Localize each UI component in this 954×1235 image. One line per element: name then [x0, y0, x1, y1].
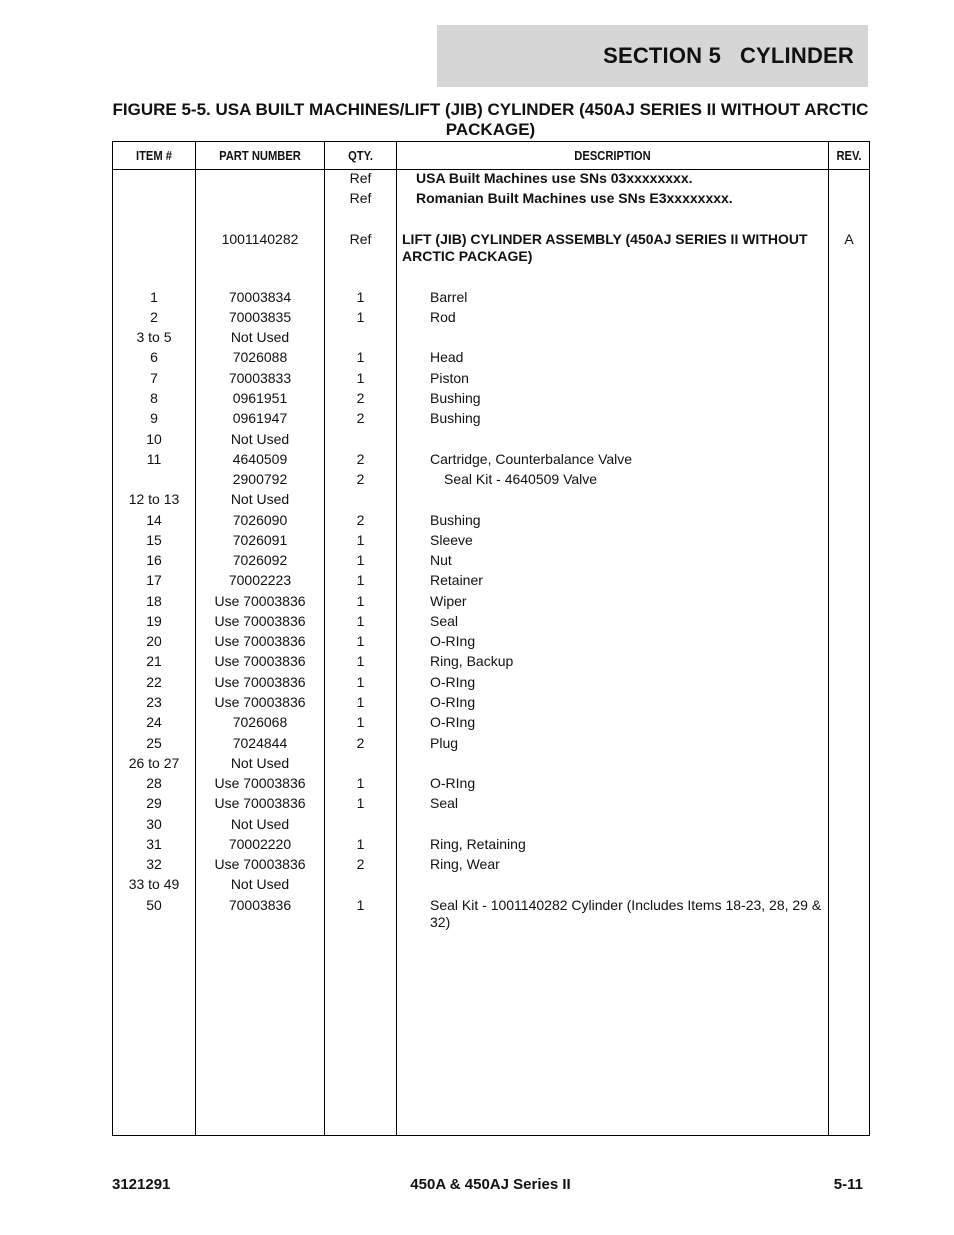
description-cell: Ring, Wear: [430, 856, 500, 872]
item-cell: 26 to 27: [128, 755, 180, 771]
column-header-rev: REV.: [836, 148, 862, 163]
description-cell: Bushing: [430, 390, 481, 406]
description-cell: Plug: [430, 735, 459, 751]
description-cell: O-RIng: [430, 775, 476, 791]
part-number-cell: 7026068: [232, 714, 288, 730]
description-cell: Bushing: [430, 410, 481, 426]
qty-cell: 2: [356, 390, 365, 406]
description-cell: USA Built Machines use SNs 03xxxxxxxx.: [416, 170, 693, 186]
figure-title: FIGURE 5-5. USA BUILT MACHINES/LIFT (JIB) CYLINDER (450AJ SERIES II WITHOUT ARCTIC PACKAGE): [112, 100, 869, 139]
part-number-cell: 7026091: [232, 532, 288, 548]
part-number-cell: Not Used: [230, 329, 290, 345]
part-number-cell: Not Used: [230, 755, 290, 771]
part-number-cell: Use 70003836: [214, 613, 306, 629]
part-number-cell: 7024844: [232, 735, 288, 751]
qty-cell: Ref: [349, 170, 372, 186]
qty-cell: 2: [356, 471, 365, 487]
part-number-cell: 70002223: [228, 572, 292, 588]
description-cell: Piston: [430, 370, 469, 386]
part-number-cell: 4640509: [232, 451, 288, 467]
section-title: SECTION 5 CYLINDER: [603, 43, 854, 68]
part-number-cell: Use 70003836: [214, 694, 306, 710]
part-number-cell: Not Used: [230, 491, 290, 507]
item-cell: 22: [146, 674, 162, 690]
item-cell: 7: [150, 370, 158, 386]
column-header-part-number: PART NUMBER: [219, 148, 301, 163]
item-cell: 2: [150, 309, 158, 325]
part-number-cell: Not Used: [230, 431, 290, 447]
description-cell: Seal: [430, 795, 459, 811]
item-cell: 3 to 5: [136, 329, 172, 345]
qty-cell: 1: [356, 633, 365, 649]
item-cell: 1: [150, 289, 158, 305]
qty-cell: 1: [356, 897, 365, 913]
description-cell: Head: [430, 349, 464, 365]
part-number-cell: 70003834: [228, 289, 292, 305]
part-number-cell: Use 70003836: [214, 593, 306, 609]
column-header-qty: QTY.: [348, 148, 373, 163]
qty-cell: 1: [356, 309, 365, 325]
qty-cell: 1: [356, 593, 365, 609]
item-cell: 17: [146, 572, 162, 588]
footer-page-number: 5-11: [833, 1176, 863, 1193]
part-number-cell: 2900792: [232, 471, 288, 487]
item-cell: 30: [146, 816, 162, 832]
description-cell: O-RIng: [430, 694, 476, 710]
item-cell: 50: [146, 897, 162, 913]
description-cell: Ring, Retaining: [430, 836, 526, 852]
part-number-cell: 0961947: [232, 410, 288, 426]
description-cell: Cartridge, Counterbalance Valve: [430, 451, 633, 467]
part-number-cell: Use 70003836: [214, 795, 306, 811]
description-cell: Sleeve: [430, 532, 473, 548]
part-number-cell: 70003835: [228, 309, 292, 325]
qty-cell: 2: [356, 410, 365, 426]
item-cell: 8: [150, 390, 158, 406]
qty-cell: 1: [356, 714, 365, 730]
item-cell: 23: [146, 694, 162, 710]
qty-cell: 1: [356, 775, 365, 791]
item-cell: 19: [146, 613, 162, 629]
item-cell: 31: [146, 836, 162, 852]
description-cell: Barrel: [430, 289, 468, 305]
part-number-cell: 1001140282: [221, 231, 299, 247]
section-header: [437, 25, 868, 87]
description-cell: O-RIng: [430, 714, 476, 730]
item-cell: 11: [146, 451, 162, 467]
part-number-cell: Not Used: [230, 876, 290, 892]
item-cell: 28: [146, 775, 162, 791]
item-cell: 14: [146, 512, 162, 528]
part-number-cell: Use 70003836: [214, 653, 306, 669]
description-cell: Romanian Built Machines use SNs E3xxxxxxxx.: [416, 190, 733, 206]
qty-cell: 1: [356, 289, 365, 305]
description-cell: Seal Kit - 1001140282 Cylinder (Includes Items 18-23, 28, 29 & 32): [430, 897, 822, 930]
description-cell: Retainer: [430, 572, 483, 588]
qty-cell: 1: [356, 613, 365, 629]
part-number-cell: 70003836: [228, 897, 292, 913]
description-cell: Rod: [430, 309, 456, 325]
qty-cell: 1: [356, 653, 365, 669]
qty-cell: 1: [356, 836, 365, 852]
item-cell: 16: [146, 552, 162, 568]
item-cell: 18: [146, 593, 162, 609]
footer-doc-number: 3121291: [112, 1176, 171, 1193]
qty-cell: 2: [356, 451, 365, 467]
part-number-cell: 70003833: [228, 370, 292, 386]
item-cell: 25: [146, 735, 162, 751]
item-cell: 9: [150, 410, 158, 426]
column-header-item: ITEM #: [135, 148, 173, 163]
item-cell: 24: [146, 714, 162, 730]
description-cell: O-RIng: [430, 633, 476, 649]
item-cell: 10: [146, 431, 162, 447]
qty-cell: 1: [356, 370, 365, 386]
column-divider: [828, 142, 829, 1135]
parts-table: [112, 141, 870, 1136]
item-cell: 6: [150, 349, 158, 365]
qty-cell: 1: [356, 694, 365, 710]
qty-cell: 1: [356, 532, 365, 548]
part-number-cell: Use 70003836: [214, 674, 306, 690]
item-cell: 21: [146, 653, 162, 669]
description-cell: Seal: [430, 613, 459, 629]
qty-cell: 1: [356, 349, 365, 365]
qty-cell: 1: [356, 552, 365, 568]
column-header-description: DESCRIPTION: [574, 148, 651, 163]
description-cell: Wiper: [430, 593, 467, 609]
qty-cell: 1: [356, 795, 365, 811]
rev-cell: A: [844, 231, 854, 247]
part-number-cell: 7026090: [232, 512, 288, 528]
description-cell: O-RIng: [430, 674, 476, 690]
qty-cell: Ref: [349, 231, 372, 247]
qty-cell: 2: [356, 735, 365, 751]
part-number-cell: Use 70003836: [214, 856, 306, 872]
item-cell: 29: [146, 795, 162, 811]
part-number-cell: Use 70003836: [214, 775, 306, 791]
description-cell: Bushing: [430, 512, 481, 528]
description-cell: Seal Kit - 4640509 Valve: [444, 471, 598, 487]
item-cell: 12 to 13: [128, 491, 180, 507]
item-cell: 32: [146, 856, 162, 872]
part-number-cell: Use 70003836: [214, 633, 306, 649]
description-cell: LIFT (JIB) CYLINDER ASSEMBLY (450AJ SERIES II WITHOUT ARCTIC PACKAGE): [402, 231, 808, 264]
part-number-cell: 7026092: [232, 552, 288, 568]
item-cell: 15: [146, 532, 162, 548]
item-cell: 20: [146, 633, 162, 649]
part-number-cell: 0961951: [232, 390, 288, 406]
qty-cell: Ref: [349, 190, 372, 206]
part-number-cell: 7026088: [232, 349, 288, 365]
qty-cell: 2: [356, 512, 365, 528]
description-cell: Ring, Backup: [430, 653, 514, 669]
item-cell: 33 to 49: [128, 876, 180, 892]
qty-cell: 1: [356, 572, 365, 588]
description-cell: Nut: [430, 552, 452, 568]
footer-model: 450A & 450AJ Series II: [410, 1176, 571, 1193]
part-number-cell: 70002220: [228, 836, 292, 852]
part-number-cell: Not Used: [230, 816, 290, 832]
qty-cell: 2: [356, 856, 365, 872]
qty-cell: 1: [356, 674, 365, 690]
